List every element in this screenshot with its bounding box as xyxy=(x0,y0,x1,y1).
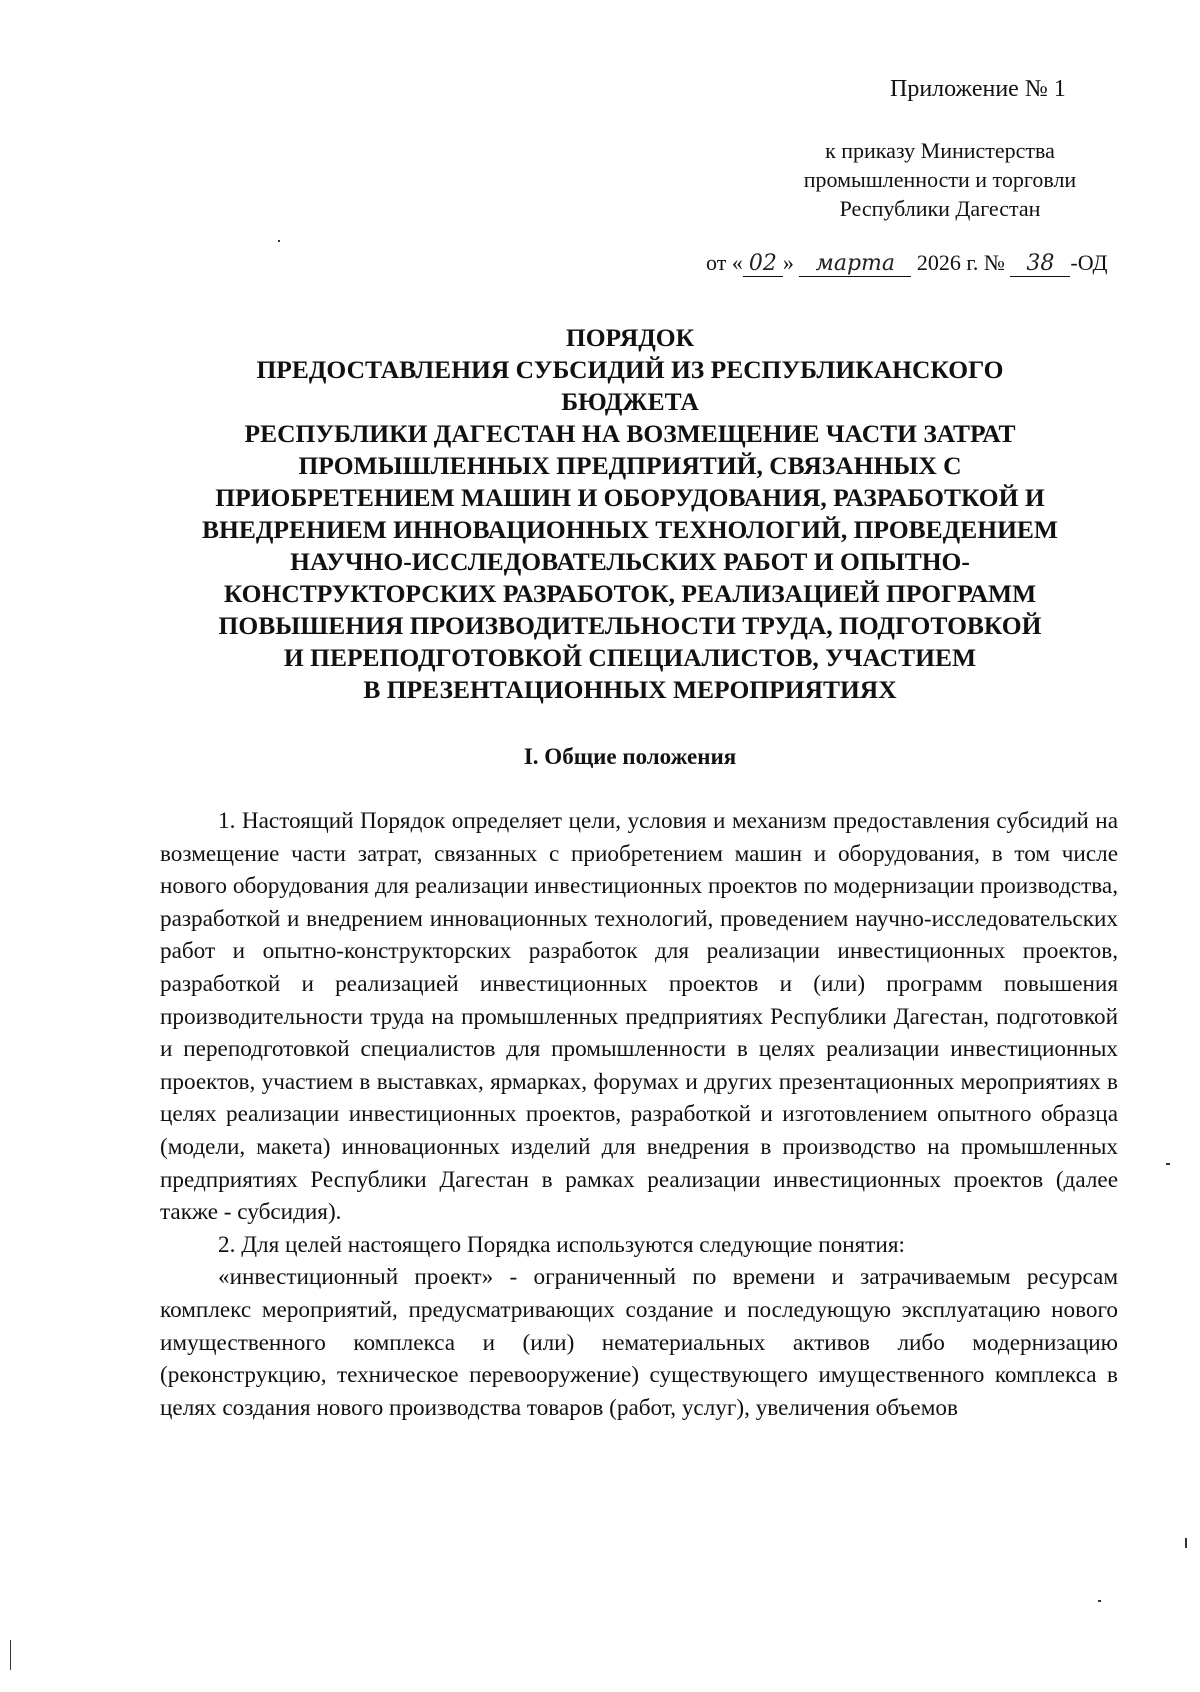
handwritten-month: марта xyxy=(799,251,911,277)
title-line: БЮДЖЕТА xyxy=(561,387,699,416)
date-prefix: от « xyxy=(706,250,743,275)
title-line: ВНЕДРЕНИЕМ ИННОВАЦИОННЫХ ТЕХНОЛОГИЙ, ПРОВЕДЕНИЕМ xyxy=(202,515,1058,544)
paragraph: 1. Настоящий Порядок определяет цели, условия и механизм предоставления субсидий на возмещение части затрат, связанных с приобретением машин и оборудования, в том числе нового оборудования для реализации инвестиционных проектов по модернизации производства, разработкой и внедрением инновационных технологий, проведением научно-исследовательских работ и опытно-конструкторских разработок для реализации инвестиционных проектов, разработкой и реализацией инвестиционных проектов и (или) программ повышения производительности труда на промышленных предприятиях Республики Дагестан, подготовкой и переподготовкой специалистов для промышленности в целях реализации инвестиционных проектов, участием в выставках, ярмарках, форумах и других презентационных мероприятиях в целях реализации инвестиционных проектов, разработкой и изготовлением опытного образца (модели, макета) инновационных изделий для внедрения в производство на промышленных предприятиях Республики Дагестан в рамках реализации инвестиционных проектов (далее также - субсидия). xyxy=(160,808,1118,1226)
appendix-line: Республики Дагестан xyxy=(839,196,1041,221)
scan-speck xyxy=(10,1640,11,1670)
scan-speck xyxy=(278,240,280,242)
order-date-line xyxy=(706,250,1108,277)
document-title xyxy=(150,322,1110,706)
appendix-title: Приложение № 1 xyxy=(890,76,1066,102)
date-year: 2026 г. № xyxy=(916,250,1005,275)
appendix-line: промышленности и торговли xyxy=(803,167,1077,192)
paragraph: 2. Для целей настоящего Порядка используются следующие понятия: xyxy=(218,1231,905,1258)
title-line: ПРЕДОСТАВЛЕНИЯ СУБСИДИЙ ИЗ РЕСПУБЛИКАНСКОГО xyxy=(256,355,1004,384)
handwritten-order-number: 38 xyxy=(1010,251,1070,277)
title-line: ПРИОБРЕТЕНИЕМ МАШИН И ОБОРУДОВАНИЯ, РАЗРАБОТКОЙ И xyxy=(215,483,1045,512)
date-quote: » xyxy=(782,250,794,275)
title-line: НАУЧНО-ИССЛЕДОВАТЕЛЬСКИХ РАБОТ И ОПЫТНО- xyxy=(290,547,970,576)
title-line: ПОВЫШЕНИЯ ПРОИЗВОДИТЕЛЬНОСТИ ТРУДА, ПОДГОТОВКОЙ xyxy=(218,611,1042,640)
appendix-reference xyxy=(770,136,1110,223)
section-heading: I. Общие положения xyxy=(523,744,737,769)
title-line: КОНСТРУКТОРСКИХ РАЗРАБОТОК, РЕАЛИЗАЦИЕЙ ПРОГРАММ xyxy=(223,579,1037,608)
handwritten-day: 02 xyxy=(743,251,783,277)
order-suffix: -ОД xyxy=(1070,250,1108,275)
scan-speck xyxy=(1185,1538,1187,1548)
title-line: В ПРЕЗЕНТАЦИОННЫХ МЕРОПРИЯТИЯХ xyxy=(363,675,897,704)
scan-speck xyxy=(1166,1163,1170,1165)
scan-speck xyxy=(1098,1600,1101,1602)
title-line: ПОРЯДОК xyxy=(565,323,695,352)
paragraph: «инвестиционный проект» - ограниченный по времени и затрачиваемым ресурсам комплекс мероприятий, предусматривающих создание и последующую эксплуатацию нового имущественного комплекса и (или) нематериальных активов либо модернизацию (реконструкцию, техническое перевооружение) существующего имущественного комплекса в целях создания нового производства товаров (работ, услуг), увеличения объемов xyxy=(160,1264,1118,1421)
title-line: РЕСПУБЛИКИ ДАГЕСТАН НА ВОЗМЕЩЕНИЕ ЧАСТИ ЗАТРАТ xyxy=(244,419,1016,448)
title-line: И ПЕРЕПОДГОТОВКОЙ СПЕЦИАЛИСТОВ, УЧАСТИЕМ xyxy=(283,643,977,672)
title-line: ПРОМЫШЛЕННЫХ ПРЕДПРИЯТИЙ, СВЯЗАННЫХ С xyxy=(298,451,962,480)
body-text xyxy=(160,805,1118,1424)
appendix-line: к приказу Министерства xyxy=(825,138,1055,163)
